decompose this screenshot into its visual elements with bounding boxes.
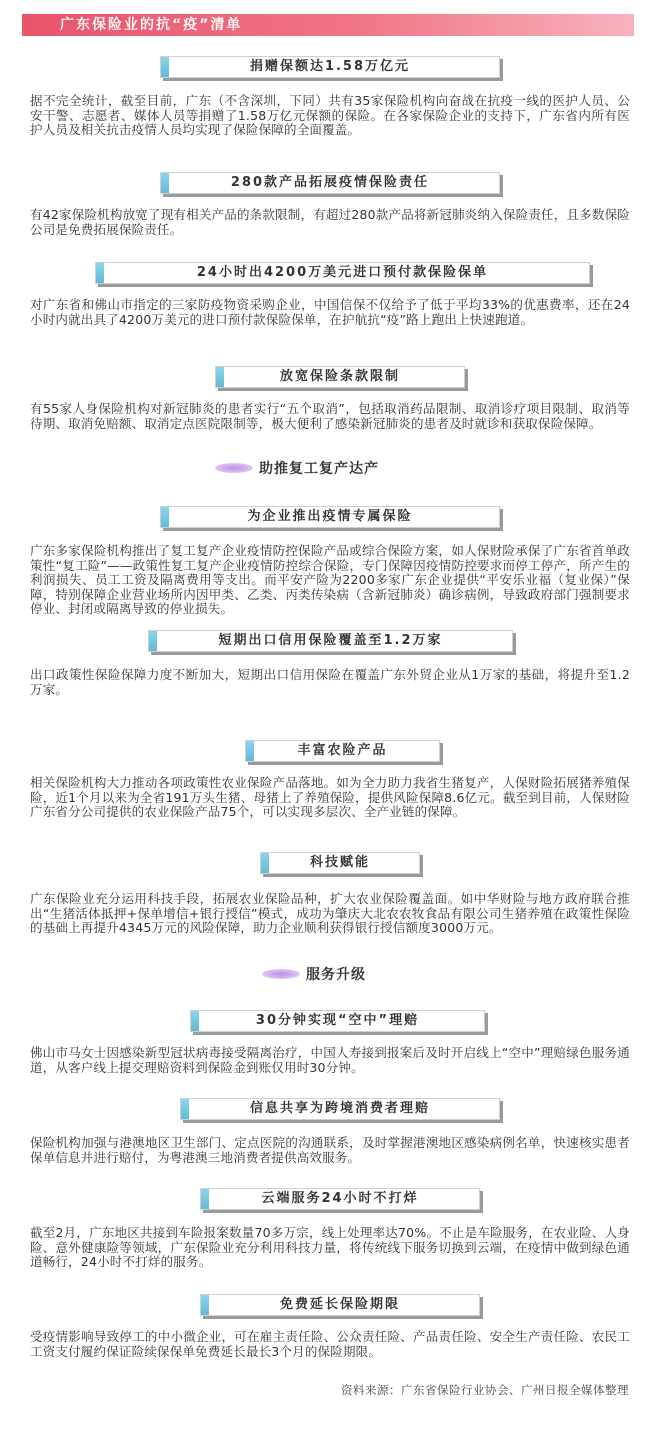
section-text-enterprise: 广东多家保险机构推出了复工复产企业疫情防控保险产品或综合保险方案，如人保财险承保了广东省首单政策性“复工险”——政策性复工复产企业疫情防控综合保险，专门保障因疫情防控要求而停工停产，所产生的利润损失、员工工资及隔离费用等支出。而平安产险为2200多家广东企业提供“平安乐业福（复业保）”保障，特别保障企业营业场所内因甲类、乙类、丙类传染病（含新冠肺炎）确诊病例，导致政府部门强制要求停业、封闭或隔离导致的停业损失。 — [30, 543, 630, 616]
section-text-claims: 佛山市马女士因感染新型冠状病毒接受隔离治疗，中国人寿接到报案后及时开启线上“空中”理赔绿色服务通道，从客户线上提交理赔资料到保险金到账仅用时30分钟。 — [30, 1045, 630, 1075]
heading-service-upgrade: 服务升级 — [262, 962, 366, 986]
section-text-terms: 有55家人身保险机构对新冠肺炎的患者实行“五个取消”，包括取消药品限制、取消诊疗项目限制、取消等待期、取消免赔额、取消定点医院限制等，极大便利了感染新冠肺炎的患者及时就诊和获取保险保障。 — [30, 401, 630, 431]
section-text-products: 有42家保险机构放宽了现有相关产品的条款限制，有超过280款产品将新冠肺炎纳入保险责任，且多数保险公司是免费拓展保险责任。 — [30, 207, 630, 237]
section-text-cloud: 截至2月，广东地区共接到车险报案数量70多万宗，线上处理率达70%。不止是车险服务，在农业险、人身险、意外健康险等领域，广东保险业充分利用科技力量，将传统线下服务切换到云端，在疫情中做到绿色通道畅行，24小时不打烊的服务。 — [30, 1225, 630, 1269]
section-title-cloud: 云端服务24小时不打烊 — [200, 1188, 480, 1210]
section-title-donation: 捐赠保额达1.58万亿元 — [160, 56, 500, 78]
ellipse-decoration-icon — [215, 463, 253, 473]
section-text-prepayment: 对广东省和佛山市指定的三家防疫物资采购企业，中国信保不仅给予了低于平均33%的优惠费率，还在24小时内就出具了4200万美元的进口预付款保险保单，在护航抗“疫”路上跑出上快速跑道。 — [30, 297, 630, 327]
section-text-donation: 据不完全统计，截至目前，广东（不含深圳，下同）共有35家保险机构向奋战在抗疫一线的医护人员、公安干警、志愿者、媒体人员等捐赠了1.58万亿元保额的保险。在各家保险企业的支持下，广东省内所有医护人员及相关抗击疫情人员均实现了保险保障的全面覆盖。 — [30, 93, 630, 137]
section-title-terms: 放宽保险条款限制 — [215, 366, 465, 388]
section-text-extension: 受疫情影响导致停工的中小微企业，可在雇主责任险、公众责任险、产品责任险、安全生产责任险、农民工工资支付履约保证险续保保单免费延长最长3个月的保险期限。 — [30, 1329, 630, 1359]
source-note: 资料来源：广东省保险行业协会、广州日报全媒体整理 — [341, 1383, 629, 1397]
section-title-products: 280款产品拓展疫情保险责任 — [160, 172, 500, 194]
ellipse-decoration-icon — [262, 969, 300, 979]
heading-resume-production: 助推复工复产达产 — [215, 456, 379, 480]
top-banner — [22, 14, 634, 36]
section-text-export-credit: 出口政策性保险保障力度不断加大，短期出口信用保险在覆盖广东外贸企业从1万家的基础，将提升至1.2万家。 — [30, 667, 630, 697]
section-text-agri: 相关保险机构大力推动各项政策性农业保险产品落地。如为全力助力我省生猪复产，人保财险拓展猪养殖保险，近1个月以来为全省191万头生猪、母猪上了养殖保险，提供风险保障8.6亿元。截至到目前，人保财险广东省分公司提供的农业保险产品75个，可以实现多层次、全产业链的保障。 — [30, 775, 630, 819]
section-text-crossborder: 保险机构加强与港澳地区卫生部门、定点医院的沟通联系，及时掌握港澳地区感染病例名单，快速核实患者保单信息并进行赔付，为粤港澳三地消费者提供高效服务。 — [30, 1135, 630, 1165]
section-title-tech: 科技赋能 — [260, 852, 420, 874]
section-title-prepayment: 24小时出4200万美元进口预付款保险保单 — [95, 262, 590, 284]
section-title-enterprise: 为企业推出疫情专属保险 — [160, 506, 500, 528]
section-title-claims: 30分钟实现“空中”理赔 — [190, 1010, 485, 1032]
section-title-crossborder: 信息共享为跨境消费者理赔 — [180, 1098, 500, 1120]
section-title-agri: 丰富农险产品 — [245, 740, 440, 762]
banner-title: 广东保险业的抗“疫”清单 — [60, 17, 243, 33]
section-title-export-credit: 短期出口信用保险覆盖至1.2万家 — [148, 630, 513, 652]
section-title-extension: 免费延长保险期限 — [200, 1294, 480, 1316]
section-text-tech: 广东保险业充分运用科技手段，拓展农业保险品种，扩大农业保险覆盖面。如中华财险与地方政府联合推出“生猪活体抵押+保单增信+银行授信”模式，成功为肇庆大北农农牧食品有限公司生猪养殖在政策性保险的基础上再提升4345万元的风险保障，助力企业顺利获得银行授信额度3000万元。 — [30, 891, 630, 935]
